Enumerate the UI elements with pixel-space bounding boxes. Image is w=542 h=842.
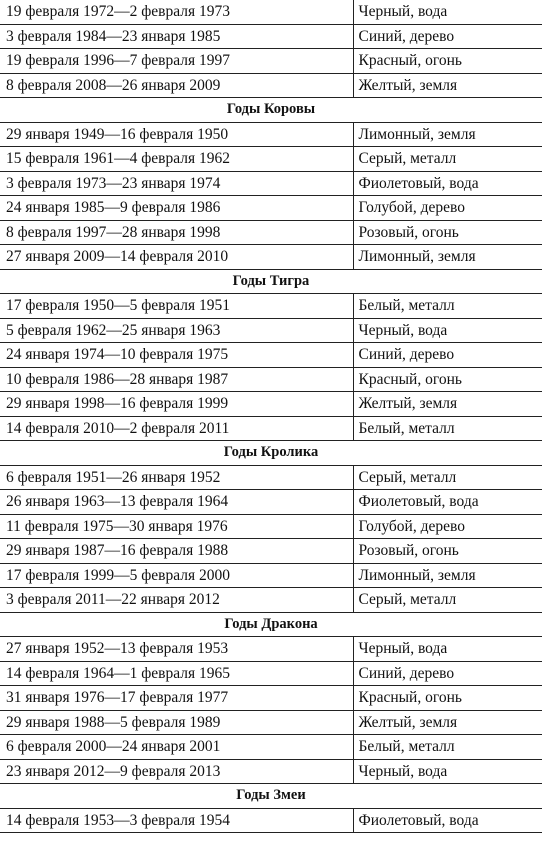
table-row: [0, 392, 542, 417]
date-range-cell: 14 февраля 1964—1 февраля 1965: [0, 661, 353, 686]
section-header-row: [0, 98, 542, 123]
color-element-cell: Голубой, дерево: [353, 196, 542, 221]
date-range-cell: 3 февраля 1973—23 января 1974: [0, 171, 353, 196]
table-row: [0, 637, 542, 662]
date-range-cell: 5 февраля 1962—25 января 1963: [0, 318, 353, 343]
date-range-cell: 19 февраля 1972—2 февраля 1973: [0, 0, 353, 24]
color-element-cell: Розовый, огонь: [353, 220, 542, 245]
table-row: [0, 0, 542, 24]
date-range-cell: 29 января 1988—5 февраля 1989: [0, 710, 353, 735]
section-header-row: [0, 612, 542, 637]
color-element-cell: Белый, металл: [353, 294, 542, 319]
color-element-cell: Черный, вода: [353, 0, 542, 24]
section-header-row: [0, 784, 542, 809]
table-row: [0, 661, 542, 686]
date-range-cell: 8 февраля 2008—26 января 2009: [0, 73, 353, 98]
table-row: [0, 196, 542, 221]
table-row: [0, 147, 542, 172]
color-element-cell: Лимонный, земля: [353, 563, 542, 588]
color-element-cell: Лимонный, земля: [353, 245, 542, 270]
date-range-cell: 17 февраля 1950—5 февраля 1951: [0, 294, 353, 319]
color-element-cell: Синий, дерево: [353, 343, 542, 368]
table-row: [0, 49, 542, 74]
date-range-cell: 29 января 1949—16 февраля 1950: [0, 122, 353, 147]
date-range-cell: 15 февраля 1961—4 февраля 1962: [0, 147, 353, 172]
table-row: [0, 245, 542, 270]
table-row: [0, 73, 542, 98]
date-range-cell: 23 января 2012—9 февраля 2013: [0, 759, 353, 784]
date-range-cell: 6 февраля 1951—26 января 1952: [0, 465, 353, 490]
date-range-cell: 27 января 2009—14 февраля 2010: [0, 245, 353, 270]
date-range-cell: 11 февраля 1975—30 января 1976: [0, 514, 353, 539]
date-range-cell: 17 февраля 1999—5 февраля 2000: [0, 563, 353, 588]
color-element-cell: Желтый, земля: [353, 710, 542, 735]
date-range-cell: 14 февраля 2010—2 февраля 2011: [0, 416, 353, 441]
color-element-cell: Желтый, земля: [353, 73, 542, 98]
date-range-cell: 8 февраля 1997—28 января 1998: [0, 220, 353, 245]
date-range-cell: 29 января 1987—16 февраля 1988: [0, 539, 353, 564]
date-range-cell: 3 февраля 1984—23 января 1985: [0, 24, 353, 49]
table-row: [0, 588, 542, 613]
table-row: [0, 686, 542, 711]
section-title: Годы Кролика: [0, 441, 542, 466]
table-row: [0, 294, 542, 319]
color-element-cell: Серый, металл: [353, 465, 542, 490]
date-range-cell: 14 февраля 1953—3 февраля 1954: [0, 808, 353, 833]
table-row: [0, 808, 542, 833]
color-element-cell: Черный, вода: [353, 759, 542, 784]
table-row: [0, 122, 542, 147]
table-row: [0, 490, 542, 515]
color-element-cell: Белый, металл: [353, 735, 542, 760]
table-row: [0, 759, 542, 784]
color-element-cell: Фиолетовый, вода: [353, 490, 542, 515]
date-range-cell: 3 февраля 2011—22 января 2012: [0, 588, 353, 613]
color-element-cell: Фиолетовый, вода: [353, 171, 542, 196]
date-range-cell: 6 февраля 2000—24 января 2001: [0, 735, 353, 760]
table-row: [0, 343, 542, 368]
color-element-cell: Желтый, земля: [353, 392, 542, 417]
date-range-cell: 24 января 1974—10 февраля 1975: [0, 343, 353, 368]
date-range-cell: 29 января 1998—16 февраля 1999: [0, 392, 353, 417]
section-title: Годы Тигра: [0, 269, 542, 294]
color-element-cell: Фиолетовый, вода: [353, 808, 542, 833]
table-row: [0, 563, 542, 588]
color-element-cell: Розовый, огонь: [353, 539, 542, 564]
color-element-cell: Синий, дерево: [353, 24, 542, 49]
section-title: Годы Коровы: [0, 98, 542, 123]
color-element-cell: Серый, металл: [353, 147, 542, 172]
color-element-cell: Синий, дерево: [353, 661, 542, 686]
date-range-cell: 10 февраля 1986—28 января 1987: [0, 367, 353, 392]
color-element-cell: Красный, огонь: [353, 686, 542, 711]
date-range-cell: 24 января 1985—9 февраля 1986: [0, 196, 353, 221]
color-element-cell: Красный, огонь: [353, 367, 542, 392]
table-row: [0, 171, 542, 196]
color-element-cell: Серый, металл: [353, 588, 542, 613]
date-range-cell: 26 января 1963—13 февраля 1964: [0, 490, 353, 515]
section-title: Годы Дракона: [0, 612, 542, 637]
date-range-cell: 19 февраля 1996—7 февраля 1997: [0, 49, 353, 74]
section-header-row: [0, 269, 542, 294]
table-row: [0, 465, 542, 490]
table-row: [0, 318, 542, 343]
color-element-cell: Голубой, дерево: [353, 514, 542, 539]
color-element-cell: Белый, металл: [353, 416, 542, 441]
color-element-cell: Черный, вода: [353, 318, 542, 343]
table-row: [0, 367, 542, 392]
table-row: [0, 539, 542, 564]
table-row: [0, 416, 542, 441]
table-row: [0, 220, 542, 245]
color-element-cell: Красный, огонь: [353, 49, 542, 74]
section-header-row: [0, 441, 542, 466]
color-element-cell: Лимонный, земля: [353, 122, 542, 147]
table-row: [0, 24, 542, 49]
table-row: [0, 735, 542, 760]
table-row: [0, 514, 542, 539]
section-title: Годы Змеи: [0, 784, 542, 809]
date-range-cell: 27 января 1952—13 февраля 1953: [0, 637, 353, 662]
date-range-cell: 31 января 1976—17 февраля 1977: [0, 686, 353, 711]
color-element-cell: Черный, вода: [353, 637, 542, 662]
table-row: [0, 710, 542, 735]
